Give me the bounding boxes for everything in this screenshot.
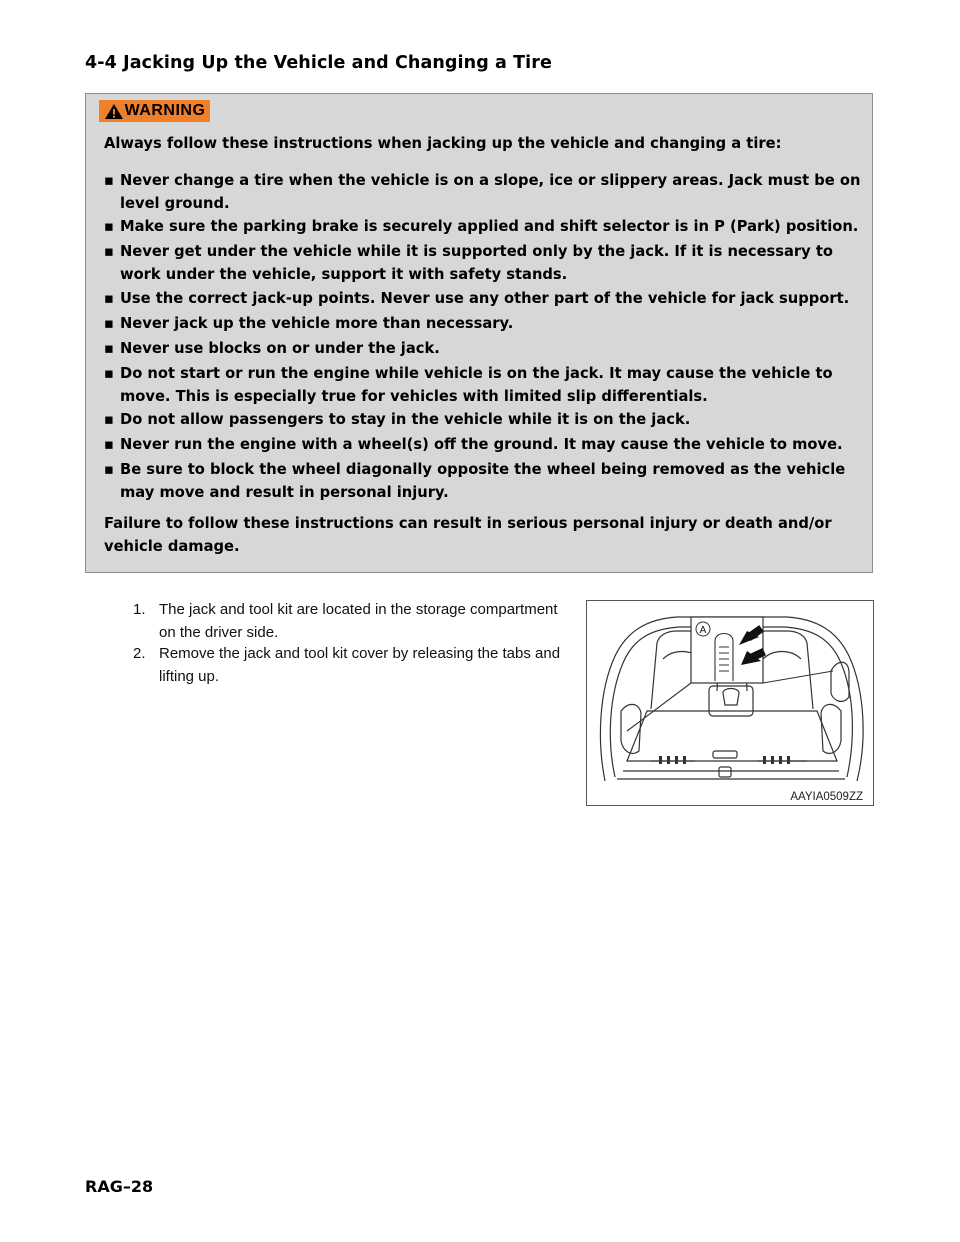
warning-bullet — [104, 240, 864, 286]
warning-bullet-text: Use the correct jack-up points. Never use any other part of the vehicle for jack support. — [120, 290, 850, 307]
bullet-symbol: ▪ — [104, 243, 114, 260]
bullet-symbol: ▪ — [104, 315, 114, 332]
bullet-symbol: ▪ — [104, 411, 114, 428]
warning-bullet — [104, 458, 864, 504]
warning-bullet — [104, 362, 864, 408]
warning-badge-label: WARNING — [124, 102, 206, 119]
warning-triangle-icon — [104, 103, 124, 120]
cargo-area-illustration — [586, 600, 874, 806]
bullet-symbol: ▪ — [104, 365, 114, 382]
warning-bullet-text: Never use blocks on or under the jack. — [120, 340, 440, 357]
bullet-symbol: ▪ — [104, 172, 114, 189]
warning-bullet — [104, 312, 864, 335]
warning-bullet — [104, 433, 864, 456]
warning-bullet — [104, 337, 864, 360]
warning-bullet-text: Never run the engine with a wheel(s) off the ground. It may cause the vehicle to move. — [120, 436, 843, 453]
bullet-symbol: ▪ — [104, 461, 114, 478]
step-item — [133, 598, 573, 644]
bullet-symbol: ▪ — [104, 340, 114, 357]
bullet-symbol: ▪ — [104, 290, 114, 307]
figure-caption: AAYIA0509ZZ — [790, 791, 863, 803]
warning-intro: Always follow these instructions when jacking up the vehicle and changing a tire: — [104, 135, 782, 152]
warning-badge — [99, 100, 210, 122]
warning-bullet-text: Make sure the parking brake is securely applied and shift selector is in P (Park) position. — [120, 218, 859, 235]
warning-bullet — [104, 215, 864, 238]
step-text: Remove the jack and tool kit cover by releasing the tabs and lifting up. — [159, 645, 561, 685]
callout-letter: A — [699, 625, 707, 636]
step-number: 1. — [133, 601, 146, 618]
warning-bullet — [104, 408, 864, 431]
section-title: 4-4 Jacking Up the Vehicle and Changing a Tire — [85, 53, 552, 73]
cargo-area-drawing — [587, 601, 874, 806]
warning-bullet — [104, 169, 864, 215]
step-item — [133, 642, 573, 688]
warning-bullet-text: Be sure to block the wheel diagonally opposite the wheel being removed as the vehicle may move and result in personal injury. — [120, 461, 846, 501]
bullet-symbol: ▪ — [104, 218, 114, 235]
warning-bullet-text: Never get under the vehicle while it is supported only by the jack. If it is necessary to work under the vehicle, support it with safety stands. — [120, 243, 833, 283]
warning-outro: Failure to follow these instructions can result in serious personal injury or death and/or vehicle damage. — [104, 515, 832, 555]
page-number: RAG–28 — [85, 1177, 154, 1196]
warning-bullet-text: Do not start or run the engine while vehicle is on the jack. It may cause the vehicle to move. This is especially true for vehicles with limited slip differentials. — [120, 365, 833, 405]
warning-bullet-text: Never change a tire when the vehicle is on a slope, ice or slippery areas. Jack must be on level ground. — [120, 172, 861, 212]
warning-bullet — [104, 287, 864, 310]
step-number: 2. — [133, 645, 146, 662]
warning-bullet-text: Do not allow passengers to stay in the vehicle while it is on the jack. — [120, 411, 691, 428]
warning-bullet-text: Never jack up the vehicle more than necessary. — [120, 315, 514, 332]
step-text: The jack and tool kit are located in the storage compartment on the driver side. — [159, 601, 558, 641]
bullet-symbol: ▪ — [104, 436, 114, 453]
warning-box — [85, 93, 873, 573]
